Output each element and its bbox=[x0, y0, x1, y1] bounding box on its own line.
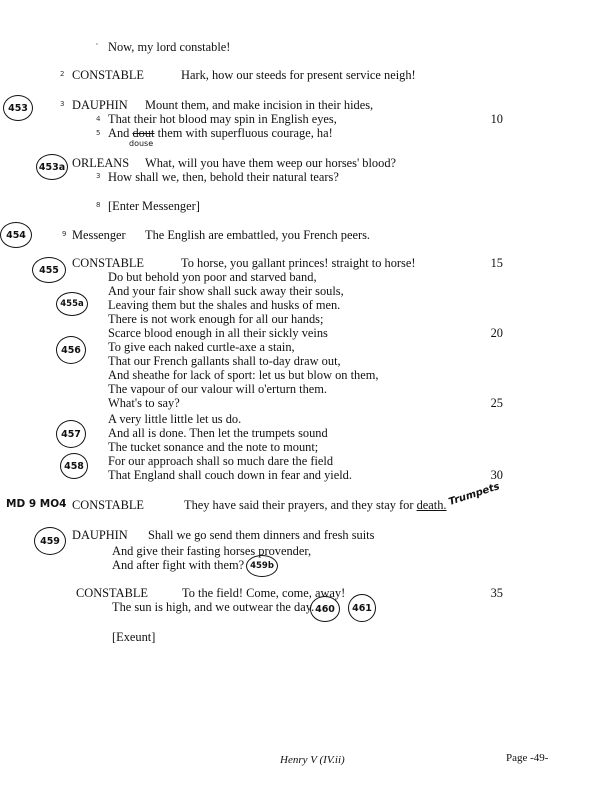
verse-line: Hark, how our steeds for present service neigh! bbox=[181, 68, 416, 82]
speaker-name: DAUPHIN bbox=[72, 528, 128, 542]
verse-line: There is not work enough for all our hands; bbox=[108, 312, 324, 326]
speaker-name: DAUPHIN bbox=[72, 98, 128, 112]
cue-circle: 456 bbox=[56, 336, 86, 364]
handwritten-line-number: 8 bbox=[96, 201, 101, 209]
cue-circle: 458 bbox=[60, 453, 88, 479]
cue-circle: 460 bbox=[310, 596, 340, 622]
cue-circle: 455 bbox=[32, 257, 66, 283]
speaker-name: CONSTABLE bbox=[72, 256, 144, 270]
verse-line: And after fight with them? bbox=[112, 558, 245, 572]
handwritten-line-number: 9 bbox=[62, 230, 67, 238]
verse-line: And your fair show shall suck away their souls, bbox=[108, 284, 344, 298]
verse-line: And all is done. Then let the trumpets sound bbox=[108, 426, 328, 440]
footer-page-number: Page -49- bbox=[506, 752, 549, 764]
verse-line: How shall we, then, behold their natural tears? bbox=[108, 170, 339, 184]
cue-circle: 454 bbox=[0, 222, 32, 248]
speaker-name: Messenger bbox=[72, 228, 126, 242]
verse-line: That their hot blood may spin in English eyes, bbox=[108, 112, 337, 126]
verse-line: The English are embattled, you French peers. bbox=[145, 228, 371, 242]
handwritten-correction: douse bbox=[129, 139, 154, 148]
speaker-name: ORLEANS bbox=[72, 156, 130, 170]
cue-circle: 459 bbox=[34, 527, 66, 555]
verse-line: And sheathe for lack of sport: let us but blow on them, bbox=[108, 368, 379, 382]
handwritten-line-number: 5 bbox=[96, 129, 101, 137]
verse-line: What's to say? bbox=[108, 396, 180, 410]
verse-line: To horse, you gallant princes! straight to horse! bbox=[181, 256, 416, 270]
verse-line: Scarce blood enough in all their sickly veins bbox=[108, 326, 328, 340]
line-number: 10 bbox=[490, 112, 503, 126]
struck-word: dout bbox=[132, 126, 155, 140]
handwritten-line-number: 3 bbox=[96, 172, 101, 180]
line-number: 35 bbox=[490, 586, 503, 600]
speaker-name: CONSTABLE bbox=[72, 498, 144, 512]
cue-circle: 453 bbox=[3, 95, 33, 121]
handwritten-stage-note: Trumpets bbox=[447, 481, 502, 508]
line-number: 20 bbox=[490, 326, 503, 340]
cue-circle: 461 bbox=[348, 594, 376, 622]
footer-title: Henry V (IV.ii) bbox=[280, 754, 345, 766]
line-number: 30 bbox=[490, 468, 503, 482]
handwritten-line-number: 2 bbox=[60, 70, 65, 78]
verse-line: Now, my lord constable! bbox=[108, 40, 231, 54]
cue-circle: 455a bbox=[56, 292, 88, 316]
verse-line: Do but behold yon poor and starved band, bbox=[108, 270, 317, 284]
verse-line: They have said their prayers, and they stay for death. bbox=[184, 498, 447, 512]
speaker-name: CONSTABLE bbox=[72, 68, 144, 82]
verse-line: And give their fasting horses provender, bbox=[112, 544, 312, 558]
verse-line: Mount them, and make incision in their hides, bbox=[145, 98, 374, 112]
margin-cue-note: MD 9 MO4 bbox=[6, 498, 67, 510]
verse-line: For our approach shall so much dare the field bbox=[108, 454, 334, 468]
handwritten-line-number: ' bbox=[96, 42, 98, 50]
verse-line: A very little little let us do. bbox=[108, 412, 242, 426]
stage-direction: [Enter Messenger] bbox=[108, 199, 200, 213]
cue-circle: 457 bbox=[56, 420, 86, 448]
verse-line: To give each naked curtle-axe a stain, bbox=[108, 340, 295, 354]
cue-circle: 453a bbox=[36, 154, 68, 180]
cue-circle: 459b bbox=[246, 555, 278, 577]
line-number: 15 bbox=[490, 256, 503, 270]
verse-line: What, will you have them weep our horses' blood? bbox=[145, 156, 397, 170]
verse-line: To the field! Come, come, away! bbox=[182, 586, 346, 600]
verse-line: That our French gallants shall to-day draw out, bbox=[108, 354, 341, 368]
handwritten-line-number: 4 bbox=[96, 115, 101, 123]
verse-line: The vapour of our valour will o'erturn them. bbox=[108, 382, 328, 396]
verse-line: Leaving them but the shales and husks of men. bbox=[108, 298, 341, 312]
verse-line: The sun is high, and we outwear the day. bbox=[112, 600, 315, 614]
verse-line: That England shall couch down in fear and yield. bbox=[108, 468, 352, 482]
line-number: 25 bbox=[490, 396, 503, 410]
verse-line: Shall we go send them dinners and fresh suits bbox=[148, 528, 375, 542]
handwritten-line-number: 3 bbox=[60, 100, 65, 108]
stage-direction: [Exeunt] bbox=[112, 630, 156, 644]
verse-line: The tucket sonance and the note to mount; bbox=[108, 440, 319, 454]
speaker-name: CONSTABLE bbox=[76, 586, 148, 600]
verse-line: And dout them with superfluous courage, ha! bbox=[108, 126, 333, 140]
